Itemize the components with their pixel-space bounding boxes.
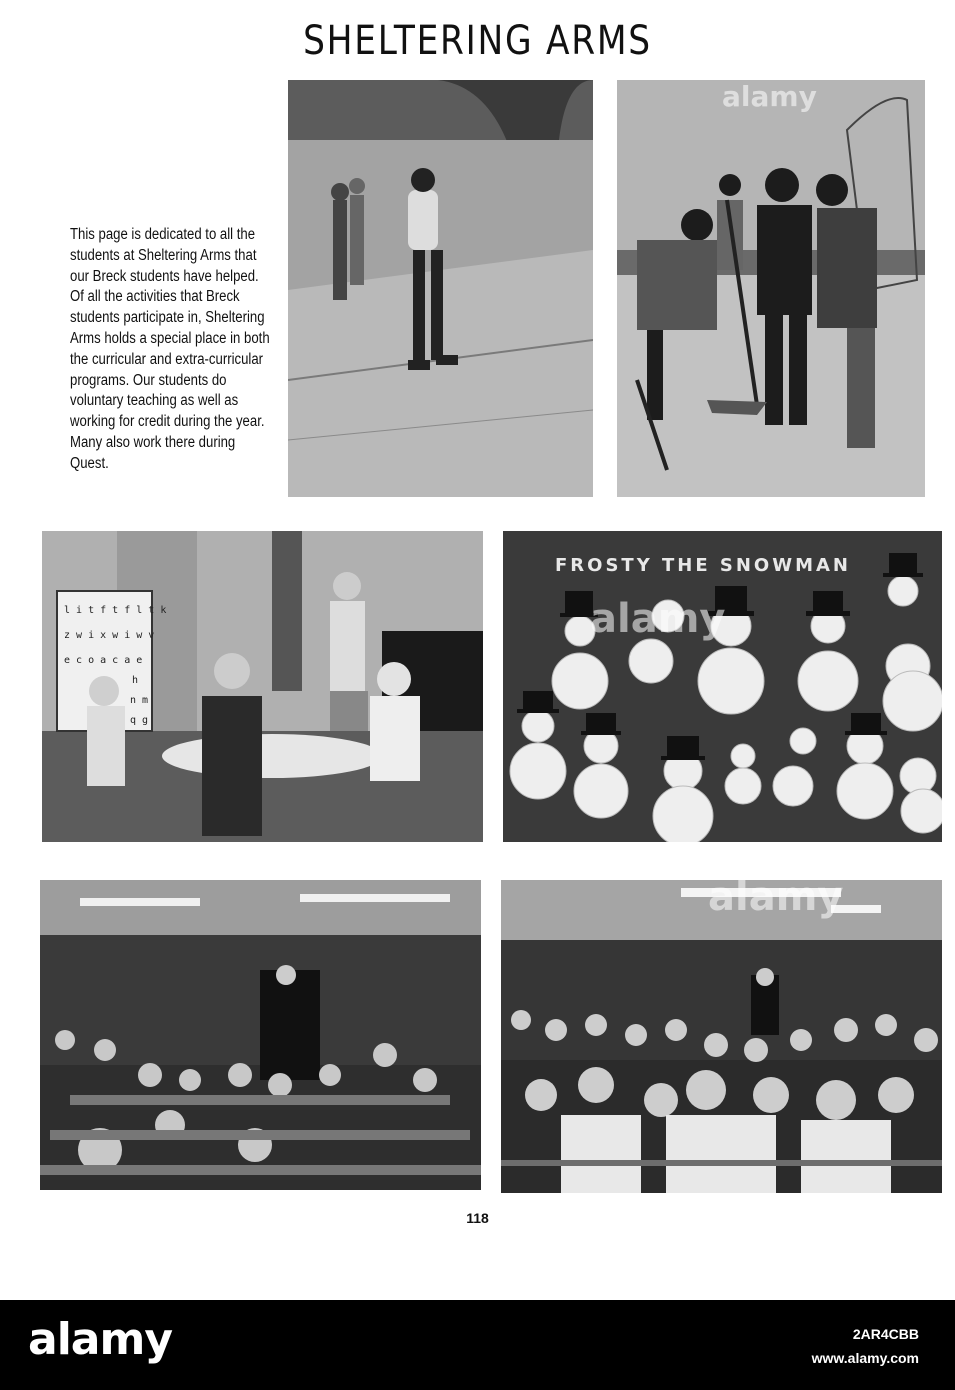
chart-row-1: l i t f t f l t k (64, 605, 167, 616)
photo-assembly-right (501, 880, 942, 1193)
chart-row-2: z w i x w i w v (64, 630, 155, 641)
chart-row-3: e c o a c a e (64, 655, 143, 666)
watermark-footer (0, 1300, 955, 1390)
photo-snowman-board (503, 531, 942, 842)
page-number: 118 (466, 1210, 489, 1226)
stock-image-id: 2AR4CBB (852, 1326, 919, 1342)
photo-roller-skating (288, 80, 593, 497)
dedication-caption: This page is dedicated to all the students at Sheltering Arms that our Breck students have helped. Of all the activities that Breck students participate in, Sheltering Arms holds a special place in both the curricular and extra-curricular programs. Our students do voluntary teaching as well as working for credit during the year. Many also work there during Quest. (70, 226, 270, 472)
page-title: SHELTERING ARMS (303, 18, 652, 64)
watermark-logo-top: alamy (722, 80, 817, 113)
chart-row-5: n m (130, 695, 149, 706)
watermark-logo-bottom: alamy (708, 874, 844, 920)
board-text: FROSTY THE SNOWMAN (555, 555, 851, 576)
chart-row-6: q g (130, 715, 149, 726)
watermark-logo-middle: alamy (590, 596, 726, 642)
chart-row-4: h (132, 675, 139, 686)
photo-assembly-left (40, 880, 481, 1190)
alamy-logo: alamy (28, 1314, 172, 1365)
photo-floor-hockey (617, 80, 925, 497)
photo-classroom (42, 531, 483, 842)
stock-url: www.alamy.com (811, 1350, 919, 1366)
